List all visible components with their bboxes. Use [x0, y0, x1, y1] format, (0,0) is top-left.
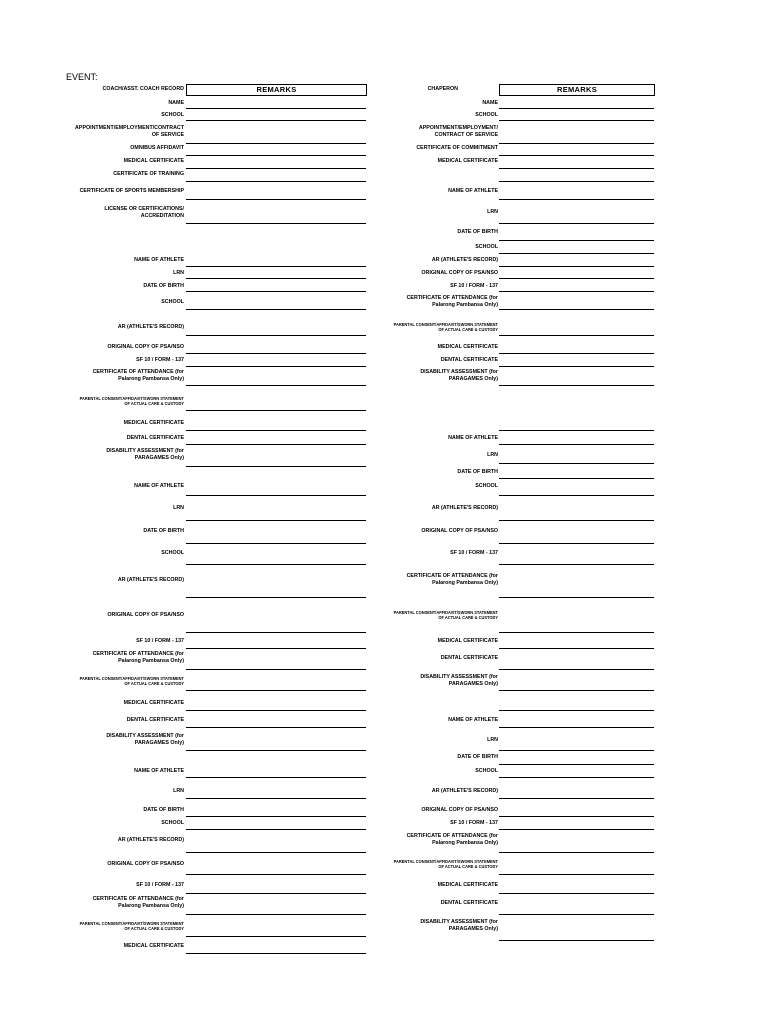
right-field-label: CERTIFICATE OF COMMITMENT: [416, 144, 498, 151]
right-field-label: LRN: [487, 736, 498, 743]
left-remarks-line[interactable]: [186, 648, 366, 649]
left-field-label: CERTIFICATE OF TRAINING: [113, 170, 184, 177]
left-remarks-line[interactable]: [186, 108, 366, 109]
left-remarks-line[interactable]: [186, 914, 366, 915]
right-remarks-line[interactable]: [499, 278, 654, 279]
left-field-label: SF 10 / FORM - 137: [136, 881, 184, 888]
right-field-label: PARENTAL CONSENT/AFFIDAVIT/SWORN STATEMENT OF ACTUAL CARE & CUSTODY: [393, 859, 498, 869]
left-field-label: DATE OF BIRTH: [143, 527, 184, 534]
right-field-label: SF 10 / FORM - 137: [450, 549, 498, 556]
right-remarks-line[interactable]: [499, 155, 654, 156]
left-field-label: PARENTAL CONSENT/AFFIDAVIT/SWORN STATEMENT OF ACTUAL CARE & CUSTODY: [79, 921, 184, 931]
left-remarks-line[interactable]: [186, 874, 366, 875]
right-remarks-line[interactable]: [499, 874, 654, 875]
right-remarks-line[interactable]: [499, 597, 654, 598]
chaperon-header: CHAPERON: [427, 86, 458, 92]
left-remarks-line[interactable]: [186, 936, 366, 937]
right-remarks-line[interactable]: [499, 253, 654, 254]
right-remarks-line[interactable]: [499, 564, 654, 565]
left-field-label: CERTIFICATE OF ATTENDANCE (for Palarong Pambansa Only): [92, 651, 184, 664]
left-field-label: ORIGINAL COPY OF PSA/NSO: [107, 343, 184, 350]
right-field-label: ORIGINAL COPY OF PSA/NSO: [421, 527, 498, 534]
left-remarks-line[interactable]: [186, 632, 366, 633]
right-remarks-line[interactable]: [499, 798, 654, 799]
left-field-label: DENTAL CERTIFICATE: [126, 434, 184, 441]
right-field-label: DATE OF BIRTH: [457, 753, 498, 760]
right-remarks-line[interactable]: [499, 335, 654, 336]
left-remarks-line[interactable]: [186, 953, 366, 954]
left-remarks-line[interactable]: [186, 291, 366, 292]
right-remarks-line[interactable]: [499, 816, 654, 817]
right-remarks-line[interactable]: [499, 940, 654, 941]
left-field-label: DATE OF BIRTH: [143, 282, 184, 289]
left-remarks-line[interactable]: [186, 143, 366, 144]
right-remarks-line[interactable]: [499, 366, 654, 367]
left-field-label: CERTIFICATE OF SPORTS MEMBERSHIP: [79, 187, 184, 194]
right-field-label: NAME OF ATHLETE: [448, 187, 498, 194]
left-field-label: DISABILITY ASSESSMENT (for PARAGAMES Only): [106, 448, 184, 461]
left-remarks-line[interactable]: [186, 597, 366, 598]
right-field-label: MEDICAL CERTIFICATE: [437, 343, 498, 350]
right-field-label: NAME OF ATHLETE: [448, 716, 498, 723]
coach-remarks-header: REMARKS: [186, 84, 367, 96]
left-field-label: DENTAL CERTIFICATE: [126, 716, 184, 723]
left-remarks-line[interactable]: [186, 430, 366, 431]
left-field-label: MEDICAL CERTIFICATE: [123, 699, 184, 706]
right-field-label: MEDICAL CERTIFICATE: [437, 881, 498, 888]
right-field-label: DENTAL CERTIFICATE: [440, 356, 498, 363]
left-remarks-line[interactable]: [186, 798, 366, 799]
event-label: EVENT:: [66, 72, 98, 82]
right-remarks-line[interactable]: [499, 120, 654, 121]
right-remarks-line[interactable]: [499, 108, 654, 109]
left-field-label: SCHOOL: [161, 819, 184, 826]
right-field-label: NAME OF ATHLETE: [448, 434, 498, 441]
left-field-label: DATE OF BIRTH: [143, 806, 184, 813]
left-field-label: ORIGINAL COPY OF PSA/NSO: [107, 860, 184, 867]
left-field-label: MEDICAL CERTIFICATE: [123, 157, 184, 164]
left-remarks-line[interactable]: [186, 335, 366, 336]
right-remarks-line[interactable]: [499, 710, 654, 711]
right-remarks-line[interactable]: [499, 727, 654, 728]
right-remarks-line[interactable]: [499, 143, 654, 144]
left-field-label: PARENTAL CONSENT/AFFIDAVIT/SWORN STATEMENT OF ACTUAL CARE & CUSTODY: [79, 396, 184, 406]
right-field-label: DISABILITY ASSESSMENT (for PARAGAMES Only): [420, 919, 498, 932]
right-remarks-line[interactable]: [499, 444, 654, 445]
left-remarks-line[interactable]: [186, 309, 366, 310]
left-remarks-line[interactable]: [186, 893, 366, 894]
right-field-label: SF 10 / FORM - 137: [450, 819, 498, 826]
right-field-label: DISABILITY ASSESSMENT (for PARAGAMES Only): [420, 369, 498, 382]
right-field-label: AR (ATHLETE'S RECORD): [431, 256, 498, 263]
right-remarks-line[interactable]: [499, 495, 654, 496]
right-field-label: SCHOOL: [475, 767, 498, 774]
right-field-label: DISABILITY ASSESSMENT (for PARAGAMES Only): [420, 674, 498, 687]
right-field-label: ORIGINAL COPY OF PSA/NSO: [421, 269, 498, 276]
left-remarks-line[interactable]: [186, 690, 366, 691]
right-field-label: MEDICAL CERTIFICATE: [437, 157, 498, 164]
left-field-label: SCHOOL: [161, 549, 184, 556]
right-field-label: SCHOOL: [475, 111, 498, 118]
right-field-label: AR (ATHLETE'S RECORD): [431, 504, 498, 511]
left-field-label: AR (ATHLETE'S RECORD): [117, 576, 184, 583]
left-field-label: LRN: [173, 504, 184, 511]
right-remarks-line[interactable]: [499, 463, 654, 464]
left-remarks-line[interactable]: [186, 852, 366, 853]
right-remarks-line[interactable]: [499, 478, 654, 479]
left-remarks-line[interactable]: [186, 410, 366, 411]
right-remarks-line[interactable]: [499, 914, 654, 915]
right-remarks-line[interactable]: [499, 632, 654, 633]
left-field-label: MEDICAL CERTIFICATE: [123, 419, 184, 426]
left-field-label: NAME: [168, 99, 184, 106]
right-remarks-line[interactable]: [499, 520, 654, 521]
left-remarks-line[interactable]: [186, 466, 366, 467]
right-remarks-line[interactable]: [499, 199, 654, 200]
right-remarks-line[interactable]: [499, 543, 654, 544]
right-field-label: DENTAL CERTIFICATE: [440, 654, 498, 661]
right-remarks-line[interactable]: [499, 430, 654, 431]
right-remarks-line[interactable]: [499, 266, 654, 267]
right-field-label: DATE OF BIRTH: [457, 468, 498, 475]
left-field-label: CERTIFICATE OF ATTENDANCE (for Palarong Pambansa Only): [92, 369, 184, 382]
left-field-label: NAME OF ATHLETE: [134, 482, 184, 489]
left-remarks-line[interactable]: [186, 385, 366, 386]
left-field-label: CERTIFICATE OF ATTENDANCE (for Palarong Pambansa Only): [92, 896, 184, 909]
right-remarks-line[interactable]: [499, 240, 654, 241]
left-field-label: LICENSE OR CERTIFICATIONS/ ACCREDITATION: [104, 206, 184, 219]
right-remarks-line[interactable]: [499, 750, 654, 751]
left-field-label: DISABILITY ASSESSMENT (for PARAGAMES Only): [106, 733, 184, 746]
left-remarks-line[interactable]: [186, 710, 366, 711]
coach-record-header: COACH/ASST. COACH RECORD: [102, 86, 184, 92]
right-field-label: SCHOOL: [475, 482, 498, 489]
right-field-label: SCHOOL: [475, 243, 498, 250]
right-field-label: MEDICAL CERTIFICATE: [437, 637, 498, 644]
right-field-label: ORIGINAL COPY OF PSA/NSO: [421, 806, 498, 813]
left-remarks-line[interactable]: [186, 366, 366, 367]
left-remarks-line[interactable]: [186, 353, 366, 354]
left-remarks-line[interactable]: [186, 444, 366, 445]
left-remarks-line[interactable]: [186, 199, 366, 200]
left-remarks-line[interactable]: [186, 120, 366, 121]
left-field-label: AR (ATHLETE'S RECORD): [117, 323, 184, 330]
left-field-label: LRN: [173, 787, 184, 794]
left-remarks-line[interactable]: [186, 495, 366, 496]
right-field-label: DATE OF BIRTH: [457, 228, 498, 235]
left-remarks-line[interactable]: [186, 520, 366, 521]
left-remarks-line[interactable]: [186, 829, 366, 830]
right-remarks-line[interactable]: [499, 829, 654, 830]
right-field-label: NAME: [482, 99, 498, 106]
left-remarks-line[interactable]: [186, 155, 366, 156]
right-field-label: CERTIFICATE OF ATTENDANCE (for Palarong Pambansa Only): [406, 295, 498, 308]
right-remarks-line[interactable]: [499, 648, 654, 649]
left-remarks-line[interactable]: [186, 564, 366, 565]
left-field-label: PARENTAL CONSENT/AFFIDAVIT/SWORN STATEMENT OF ACTUAL CARE & CUSTODY: [79, 676, 184, 686]
right-field-label: SF 10 / FORM - 137: [450, 282, 498, 289]
left-field-label: AR (ATHLETE'S RECORD): [117, 836, 184, 843]
left-field-label: SF 10 / FORM - 137: [136, 356, 184, 363]
right-field-label: PARENTAL CONSENT/AFFIDAVIT/SWORN STATEMENT OF ACTUAL CARE & CUSTODY: [393, 610, 498, 620]
left-remarks-line[interactable]: [186, 727, 366, 728]
right-field-label: PARENTAL CONSENT/AFFIDAVIT/SWORN STATEMENT OF ACTUAL CARE & CUSTODY: [393, 322, 498, 332]
left-remarks-line[interactable]: [186, 669, 366, 670]
left-field-label: SCHOOL: [161, 298, 184, 305]
left-remarks-line[interactable]: [186, 266, 366, 267]
right-field-label: AR (ATHLETE'S RECORD): [431, 787, 498, 794]
right-remarks-line[interactable]: [499, 764, 654, 765]
chaperon-remarks-header: REMARKS: [499, 84, 655, 96]
left-remarks-line[interactable]: [186, 750, 366, 751]
left-field-label: SF 10 / FORM - 137: [136, 637, 184, 644]
left-remarks-line[interactable]: [186, 181, 366, 182]
left-remarks-line[interactable]: [186, 816, 366, 817]
left-field-label: LRN: [173, 269, 184, 276]
right-remarks-line[interactable]: [499, 669, 654, 670]
left-field-label: SCHOOL: [161, 111, 184, 118]
right-remarks-line[interactable]: [499, 777, 654, 778]
right-remarks-line[interactable]: [499, 181, 654, 182]
right-remarks-line[interactable]: [499, 309, 654, 310]
left-remarks-line[interactable]: [186, 168, 366, 169]
right-field-label: CERTIFICATE OF ATTENDANCE (for Palarong Pambansa Only): [406, 573, 498, 586]
right-remarks-line[interactable]: [499, 223, 654, 224]
right-field-label: CERTIFICATE OF ATTENDANCE (for Palarong Pambansa Only): [406, 833, 498, 846]
right-remarks-line[interactable]: [499, 353, 654, 354]
right-remarks-line[interactable]: [499, 893, 654, 894]
left-field-label: NAME OF ATHLETE: [134, 767, 184, 774]
right-remarks-line[interactable]: [499, 690, 654, 691]
left-field-label: APPOINTMENT/EMPLOYMENT/CONTRACT OF SERVICE: [75, 125, 184, 138]
left-remarks-line[interactable]: [186, 543, 366, 544]
right-remarks-line[interactable]: [499, 852, 654, 853]
right-remarks-line[interactable]: [499, 168, 654, 169]
right-field-label: LRN: [487, 208, 498, 215]
right-remarks-line[interactable]: [499, 291, 654, 292]
left-field-label: ORIGINAL COPY OF PSA/NSO: [107, 611, 184, 618]
right-field-label: APPOINTMENT/EMPLOYMENT/ CONTRACT OF SERVICE: [418, 125, 498, 138]
right-field-label: DENTAL CERTIFICATE: [440, 899, 498, 906]
left-field-label: OMNIBUS AFFIDAVIT: [130, 144, 184, 151]
left-remarks-line[interactable]: [186, 777, 366, 778]
left-field-label: MEDICAL CERTIFICATE: [123, 942, 184, 949]
right-remarks-line[interactable]: [499, 385, 654, 386]
right-field-label: LRN: [487, 451, 498, 458]
left-remarks-line[interactable]: [186, 278, 366, 279]
left-remarks-line[interactable]: [186, 223, 366, 224]
left-field-label: NAME OF ATHLETE: [134, 256, 184, 263]
